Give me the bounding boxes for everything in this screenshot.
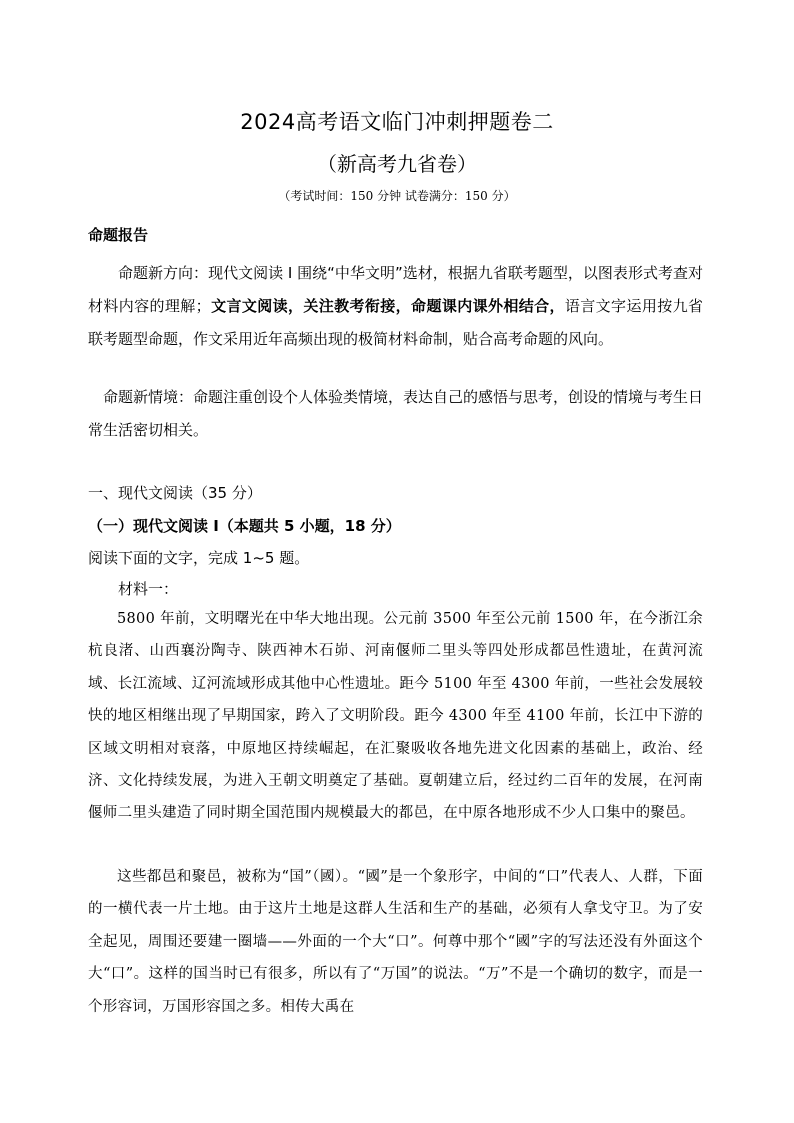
material-paragraph-2: 这些都邑和聚邑，被称为“国”（國）。“國”是一个象形字，中间的“口”代表人、人群，下面的一横代表一片土地。由于这片土地是这群人生活和生产的基础，必须有人拿戈守卫。为了安全起见，周围还要建一圈墙——外面的一个大“口”。何尊中那个“國”字的写法还没有外面这个大“口”。这样的国当时已有很多，所以有了“万国”的说法。“万”不是一个确切的数字，而是一个形容词，万国形容国之多。相传大禹在: [88, 869, 703, 1015]
report-paragraph-1: [88, 257, 703, 356]
material-label: 材料一：: [118, 580, 179, 598]
report-heading: 命题报告: [88, 226, 149, 244]
subsection-heading: （一）现代文阅读 I（本题共 5 小题，18 分）: [88, 517, 401, 535]
report-p1-text-a: 命题新方向：现代文阅读 I 围绕“中华文明”选材，根据九省联考题型，以图表形式考查对材料内容的理解；: [88, 264, 703, 315]
document-title: 2024高考语文临门冲刺押题卷二: [240, 110, 554, 134]
report-p1-bold: 文言文阅读，关注教考衔接，命题课内课外相结合，: [210, 297, 565, 315]
material-paragraph-1: 5800 年前，文明曙光在中华大地出现。公元前 3500 年至公元前 1500 年，在今浙江余杭良渚、山西襄汾陶寺、陕西神木石峁、河南偃师二里头等四处形成都邑性遗址，在黄河流域、长江流域、辽河流域形成其他中心性遗址。距今 5100 年至 4300 年前，一些社会发展较快的地区相继出现了早期国家，跨入了文明阶段。距今 4300 年至 4100 年前，长江中下游的区域文明相对衰落，中原地区持续崛起，在汇聚吸收各地先进文化因素的基础上，政治、经济、文化持续发展，为进入王朝文明奠定了基础。夏朝建立后，经过约二百年的发展，在河南偃师二里头建造了同时期全国范围内规模最大的都邑，在中原各地形成不少人口集中的聚邑。: [88, 611, 703, 822]
section-heading: 一、现代文阅读（35 分）: [88, 484, 262, 502]
report-p1-text-b: 语言文字运用按九省联考题型命题，作文采用近年高频出现的极简材料命制，贴合高考命题的风向。: [88, 297, 703, 348]
document-subtitle: （新高考九省卷）: [317, 152, 477, 176]
report-paragraph-2: 命题新情境：命题注重创设个人体验类情境，表达自己的感悟与思考，创设的情境与考生日常生活密切相关。: [88, 388, 704, 439]
reading-instruction: 阅读下面的文字，完成 1~5 题。: [88, 549, 310, 567]
exam-info: （考试时间：150 分钟 试卷满分：150 分）: [278, 189, 516, 203]
